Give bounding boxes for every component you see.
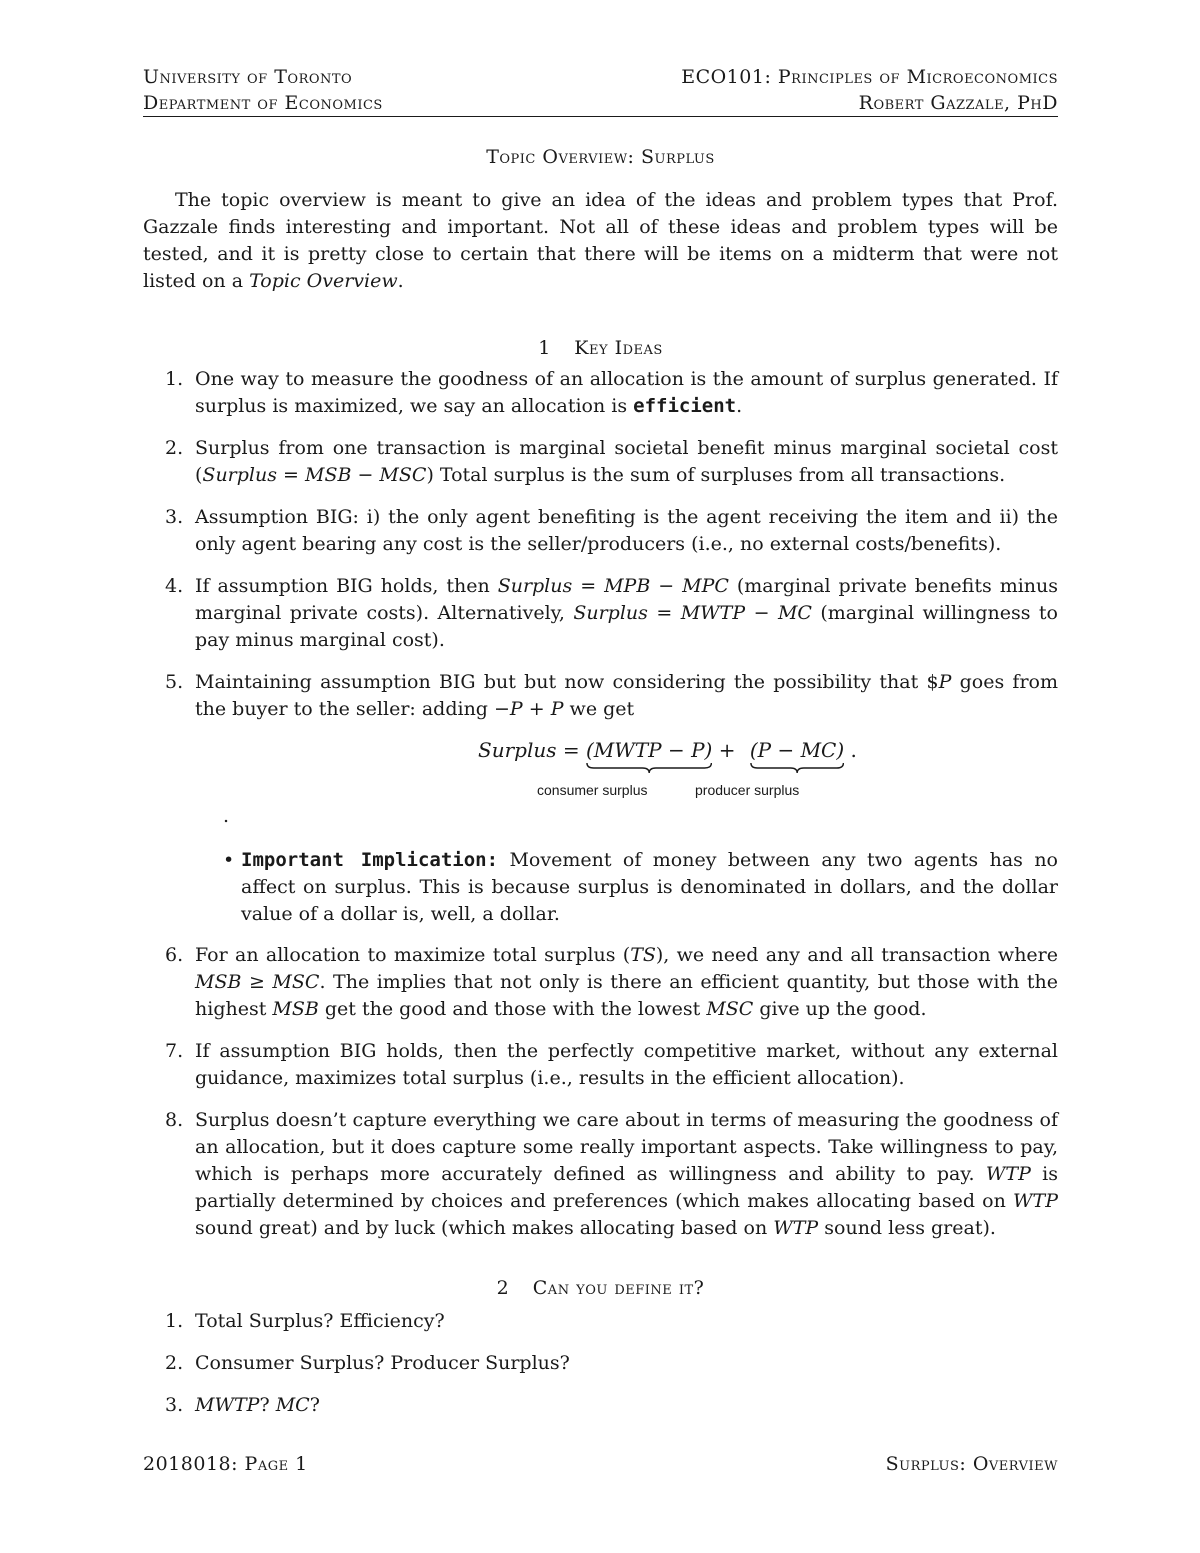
page-footer [143,1453,1058,1475]
equation-equals: = [556,738,586,762]
item-text: (marginal private benefits minus marginal private costs). Alternatively, [195,575,1059,624]
math-expr: WTP [985,1163,1031,1185]
item-text: Total Surplus? Efficiency? [195,1310,445,1332]
consumer-surplus-label: consumer surplus [537,782,648,798]
implication-label: Important Implication: [241,849,499,871]
math-op: = [647,602,681,624]
intro-emphasis: Topic Overview [249,270,398,292]
page-header [143,64,1058,116]
page-number: 2018018: Page 1 [143,1453,308,1475]
term-text: (MWTP − P) [585,738,713,762]
item-text: . The implies that not only is there an efficient quantity, but those with the highest [195,971,1058,1020]
equation-line [478,737,857,764]
item-number: 6. [165,944,184,966]
intro-text: The topic overview is meant to give an idea of the ideas and problem types that Prof. Gazzale finds interesting and important. Not all of these ideas and problem types will be tested, and it is pretty close to certain that there will be items on a midterm that were not listed on a [143,189,1058,292]
item-number: 3. [165,1394,184,1416]
item-text: Consumer Surplus? Producer Surplus? [195,1352,570,1374]
key-ideas-list [143,366,1058,1242]
document-title: Topic Overview: Surplus [486,146,715,168]
dot-text: . [223,805,230,827]
item-text: For an allocation to maximize total surplus ( [195,944,631,966]
item-number: 5. [165,671,184,693]
math-expr: TS [630,944,656,966]
math-op: = [572,575,605,597]
item-text: we get [563,698,635,720]
intro-end: . [397,270,404,292]
surplus-equation [195,737,1058,807]
list-item [143,504,1058,558]
list-item [143,435,1058,489]
item-text: give up the good. [753,998,927,1020]
item-number: 4. [165,575,184,597]
item-text: Assumption BIG: i) the only agent benefiting is the agent receiving the item and ii) the only agent bearing any cost is the seller/producers (i.e., no external costs/benefits). [195,506,1058,555]
math-expr: Surplus [573,602,648,624]
item-number: 3. [165,506,184,528]
item-text: sound less great). [818,1217,996,1239]
item-text: If assumption BIG holds, then [195,575,498,597]
item-text: sound great) and by luck (which makes allocating based on [195,1217,774,1239]
math-expr: MSB − MSC [304,464,427,486]
consumer-surplus-term [586,737,712,764]
item-text: ), we need any and all transaction where [655,944,1058,966]
list-item [143,942,1058,1023]
list-item [143,366,1058,420]
item-text: is partially determined by choices and preferences (which makes allocating based on [195,1163,1058,1212]
item-text: ? [309,1394,320,1416]
item-text: ) Total surplus is the sum of surpluses from all transactions. [426,464,1006,486]
item-text: (marginal willingness to pay minus marginal cost). [195,602,1058,651]
item-text: Surplus from one transaction is marginal societal benefit minus marginal societal cost ( [195,437,1058,486]
math-expr: MSC [706,998,754,1020]
math-expr: MC [275,1394,310,1416]
course-title: ECO101: Principles of Microeconomics [681,66,1058,88]
item-text: ? [259,1394,276,1416]
list-item [143,1038,1058,1092]
equation-end: . [844,738,857,762]
math-expr: MWTP − MC [680,602,812,624]
item-number: 2. [165,437,184,459]
item-number: 1. [165,1310,184,1332]
math-expr: WTP [773,1217,819,1239]
item-number: 1. [165,368,184,390]
header-rule [143,116,1058,117]
item-text: Maintaining assumption BIG but but now considering the possibility that $ [195,671,939,693]
math-expr: Surplus [202,464,277,486]
math-expr: Surplus [497,575,573,597]
item-text: . [736,395,743,417]
list-item [143,573,1058,654]
section-1-heading [143,337,1058,359]
department-name: Department of Economics [143,92,383,114]
university-name: University of Toronto [143,66,353,88]
list-item [143,1308,1058,1335]
list-item [143,1350,1058,1377]
define-it-list [143,1308,1058,1419]
producer-surplus-term [750,737,844,764]
list-item [143,1107,1058,1242]
item-number: 7. [165,1040,184,1062]
item-text: get the good and those with the lowest [318,998,707,1020]
math-expr: WTP [1013,1190,1058,1212]
section-2-heading [143,1277,1058,1299]
underbrace-icon [750,762,844,774]
underbrace-icon [586,762,712,774]
intro-paragraph [143,187,1058,295]
math-expr: P [938,671,952,693]
math-op: = [276,464,305,486]
math-expr: MPB − MPC [604,575,729,597]
implication-text: Movement of money between any two agents has no affect on surplus. This is because surplus is denominated in dollars, and the dollar value of a dollar is, well, a dollar. [241,849,1058,925]
list-item [143,1392,1058,1419]
bullet-icon: • [223,849,235,871]
item-text: goes from the buyer to the seller: adding [195,671,1058,720]
section-number: 1 [538,337,551,359]
math-expr: −P + P [494,698,564,720]
item-text: Surplus doesn’t capture everything we care about in terms of measuring the goodness of an allocation, but it does capture some really important aspects. Take willingness to pay, which is perhaps more accurately defined as willingness and ability to pay. [195,1109,1058,1185]
list-item [143,669,1058,928]
item-text: If assumption BIG holds, then the perfectly competitive market, without any external guidance, maximizes total surplus (i.e., results in the efficient allocation). [195,1040,1058,1089]
section-title: Can you define it? [532,1277,705,1299]
producer-surplus-label: producer surplus [695,782,800,798]
equation-trailing-dot [195,807,1058,833]
item-bold: efficient [633,395,737,417]
section-title: Key Ideas [574,337,663,359]
math-expr: MSB ≥ MSC [195,971,320,993]
important-implication [195,847,1058,928]
equation-plus: + [712,738,742,762]
item-text: One way to measure the goodness of an allocation is the amount of surplus generated. If surplus is maximized, we say an allocation is [195,368,1058,417]
item-number: 8. [165,1109,184,1131]
math-expr: MWTP [195,1394,260,1416]
term-text: (P − MC) [749,738,845,762]
instructor-name: Robert Gazzale, PhD [858,92,1058,114]
math-expr: MSB [272,998,319,1020]
item-number: 2. [165,1352,184,1374]
section-number: 2 [496,1277,509,1299]
equation-lhs: Surplus [478,738,557,762]
footer-topic: Surplus: Overview [885,1453,1058,1475]
